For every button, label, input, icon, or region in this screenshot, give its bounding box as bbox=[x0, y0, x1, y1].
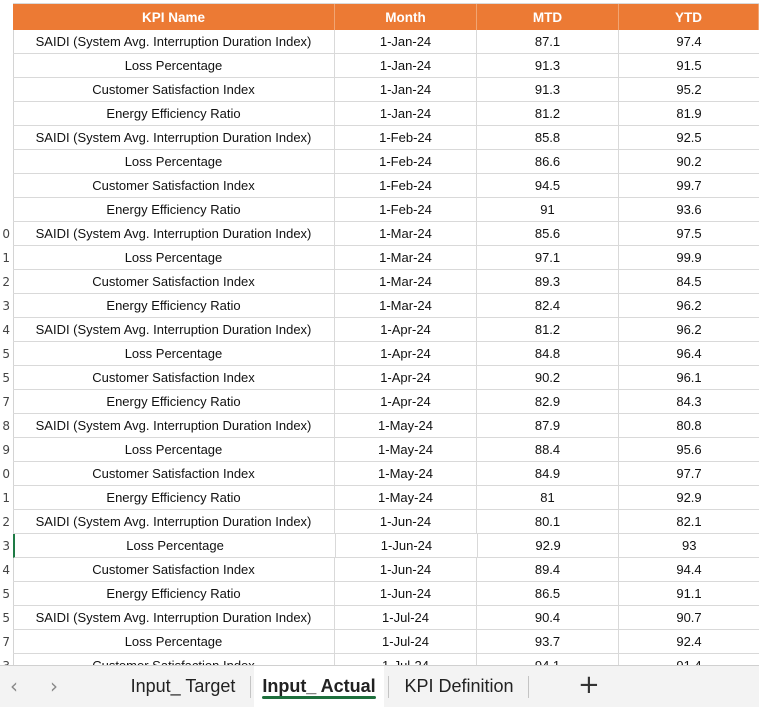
cell-mtd[interactable]: 97.1 bbox=[477, 246, 619, 269]
cell-month[interactable]: 1-Mar-24 bbox=[335, 294, 477, 317]
cell-mtd[interactable]: 91.3 bbox=[477, 54, 619, 77]
cell-mtd[interactable]: 84.9 bbox=[477, 462, 619, 485]
chevron-left-icon[interactable]: ‹ bbox=[10, 674, 18, 698]
cell-month[interactable]: 1-Feb-24 bbox=[335, 198, 477, 221]
cell-mtd[interactable]: 82.4 bbox=[477, 294, 619, 317]
tab-separator bbox=[528, 676, 529, 698]
cell-kpi-name[interactable]: Customer Satisfaction Index bbox=[13, 462, 335, 485]
cell-kpi-name[interactable]: Energy Efficiency Ratio bbox=[13, 198, 335, 221]
cell-mtd[interactable]: 81.2 bbox=[477, 318, 619, 341]
table-row bbox=[13, 222, 759, 246]
cell-kpi-name[interactable]: SAIDI (System Avg. Interruption Duration Index) bbox=[13, 606, 335, 629]
cell-kpi-name[interactable]: Energy Efficiency Ratio bbox=[13, 102, 335, 125]
cell-kpi-name[interactable]: Loss Percentage bbox=[15, 534, 336, 557]
header-kpi-name[interactable]: KPI Name bbox=[13, 4, 335, 30]
cell-kpi-name[interactable]: Loss Percentage bbox=[13, 150, 335, 173]
tab-label: Input_ Actual bbox=[262, 676, 376, 696]
row-number[interactable]: 1 bbox=[2, 251, 10, 265]
column-header-row bbox=[13, 4, 759, 30]
cell-ytd[interactable]: 94.4 bbox=[676, 562, 702, 577]
cell-month[interactable]: 1-May-24 bbox=[335, 438, 477, 461]
cell-ytd[interactable]: 82.1 bbox=[676, 514, 702, 529]
table-row bbox=[13, 486, 759, 510]
cell-mtd[interactable]: 93.7 bbox=[477, 630, 619, 653]
cell-kpi-name[interactable]: SAIDI (System Avg. Interruption Duration Index) bbox=[13, 510, 335, 533]
cell-month[interactable]: 1-Apr-24 bbox=[335, 366, 477, 389]
header-ytd[interactable]: YTD bbox=[619, 4, 759, 30]
row-number[interactable]: 0 bbox=[2, 467, 10, 481]
cell-mtd[interactable]: 86.5 bbox=[477, 582, 619, 605]
cell-kpi-name[interactable]: Customer Satisfaction Index bbox=[13, 174, 335, 197]
cell-ytd[interactable]: 90.2 bbox=[676, 154, 702, 169]
table-row bbox=[13, 342, 759, 366]
cell-month[interactable]: 1-May-24 bbox=[335, 486, 477, 509]
cell-mtd[interactable]: 88.4 bbox=[477, 438, 619, 461]
cell-ytd[interactable]: 92.9 bbox=[676, 490, 702, 505]
cell-mtd[interactable]: 84.8 bbox=[477, 342, 619, 365]
tab-label: KPI Definition bbox=[404, 676, 514, 696]
cell-month[interactable]: 1-Jun-24 bbox=[335, 582, 477, 605]
row-number[interactable]: 2 bbox=[2, 515, 10, 529]
table-row bbox=[13, 150, 759, 174]
header-mtd[interactable]: MTD bbox=[477, 4, 619, 30]
table-row bbox=[13, 414, 759, 438]
cell-mtd[interactable]: 91.3 bbox=[477, 78, 619, 101]
cell-month[interactable]: 1-Jan-24 bbox=[335, 30, 477, 53]
cell-ytd[interactable]: 96.2 bbox=[676, 298, 702, 313]
table-row bbox=[13, 366, 759, 390]
cell-kpi-name[interactable]: Customer Satisfaction Index bbox=[13, 366, 335, 389]
cell-ytd[interactable]: 99.7 bbox=[676, 178, 702, 193]
cell-ytd[interactable]: 96.4 bbox=[676, 346, 702, 361]
table-row bbox=[13, 78, 759, 102]
cell-mtd[interactable]: 87.1 bbox=[477, 30, 619, 53]
cell-mtd[interactable]: 87.9 bbox=[477, 414, 619, 437]
cell-mtd[interactable]: 82.9 bbox=[477, 390, 619, 413]
cell-month[interactable]: 1-Jun-24 bbox=[335, 510, 477, 533]
row-number[interactable]: 2 bbox=[2, 275, 10, 289]
tab-label: Input_ Target bbox=[130, 676, 236, 696]
row-number[interactable]: 7 bbox=[2, 395, 10, 409]
cell-month[interactable]: 1-Feb-24 bbox=[335, 174, 477, 197]
cell-month[interactable]: 1-Jun-24 bbox=[335, 558, 477, 581]
cell-month[interactable]: 1-Mar-24 bbox=[335, 246, 477, 269]
cell-ytd[interactable]: 96.1 bbox=[676, 370, 702, 385]
cell-kpi-name[interactable]: Energy Efficiency Ratio bbox=[13, 390, 335, 413]
row-header-column[interactable] bbox=[0, 0, 14, 665]
cell-ytd[interactable]: 90.7 bbox=[676, 610, 702, 625]
cell-mtd[interactable]: 89.3 bbox=[477, 270, 619, 293]
cell-mtd[interactable]: 90.2 bbox=[477, 366, 619, 389]
row-number[interactable]: 5 bbox=[2, 587, 10, 601]
cell-mtd[interactable]: 91 bbox=[477, 198, 619, 221]
row-number[interactable]: 4 bbox=[2, 323, 10, 337]
cell-mtd[interactable]: 81.2 bbox=[477, 102, 619, 125]
table-row bbox=[13, 198, 759, 222]
cell-ytd[interactable]: 92.4 bbox=[676, 634, 702, 649]
cell-month[interactable]: 1-Feb-24 bbox=[335, 126, 477, 149]
tab-input-target[interactable] bbox=[120, 666, 246, 707]
cell-ytd[interactable]: 91.1 bbox=[676, 586, 702, 601]
table-row bbox=[13, 126, 759, 150]
cell-mtd[interactable]: 94.5 bbox=[477, 174, 619, 197]
tab-input-actual[interactable] bbox=[254, 666, 384, 707]
table-row bbox=[13, 606, 759, 630]
cell-kpi-name[interactable]: Energy Efficiency Ratio bbox=[13, 486, 335, 509]
cell-kpi-name[interactable]: Loss Percentage bbox=[13, 342, 335, 365]
cell-ytd[interactable]: 80.8 bbox=[676, 418, 702, 433]
cell-month[interactable]: 1-Mar-24 bbox=[335, 222, 477, 245]
table-row bbox=[13, 534, 759, 558]
cell-ytd[interactable]: 81.9 bbox=[676, 106, 702, 121]
cell-ytd[interactable]: 91.5 bbox=[676, 58, 702, 73]
cell-ytd[interactable]: 95.6 bbox=[676, 442, 702, 457]
sheet-tab-bar bbox=[0, 665, 759, 707]
row-number[interactable]: 5 bbox=[2, 611, 10, 625]
cell-kpi-name[interactable]: Loss Percentage bbox=[13, 630, 335, 653]
cell-kpi-name[interactable]: Loss Percentage bbox=[13, 246, 335, 269]
cell-month[interactable]: 1-Mar-24 bbox=[335, 270, 477, 293]
row-number[interactable]: 0 bbox=[2, 227, 10, 241]
table-row bbox=[13, 246, 759, 270]
row-number[interactable]: 1 bbox=[2, 491, 10, 505]
table-row bbox=[13, 462, 759, 486]
cell-ytd[interactable]: 99.9 bbox=[676, 250, 702, 265]
cell-mtd[interactable]: 89.4 bbox=[477, 558, 619, 581]
cell-kpi-name[interactable]: Loss Percentage bbox=[13, 438, 335, 461]
cell-mtd[interactable]: 86.6 bbox=[477, 150, 619, 173]
cell-mtd[interactable]: 81 bbox=[477, 486, 619, 509]
cell-month[interactable]: 1-Feb-24 bbox=[335, 150, 477, 173]
row-number[interactable]: 3 bbox=[2, 299, 10, 313]
cell-kpi-name[interactable]: SAIDI (System Avg. Interruption Duration Index) bbox=[13, 30, 335, 53]
table-row bbox=[13, 294, 759, 318]
row-number[interactable]: 5 bbox=[2, 347, 10, 361]
cell-mtd[interactable]: 85.6 bbox=[477, 222, 619, 245]
row-number[interactable]: 9 bbox=[2, 443, 10, 457]
cell-ytd[interactable]: 84.3 bbox=[676, 394, 702, 409]
tab-separator bbox=[388, 676, 389, 698]
table-row bbox=[13, 102, 759, 126]
cell-month[interactable]: 1-Apr-24 bbox=[335, 342, 477, 365]
cell-kpi-name[interactable]: Customer Satisfaction Index bbox=[13, 270, 335, 293]
row-number[interactable]: 4 bbox=[2, 563, 10, 577]
cell-ytd[interactable]: 97.4 bbox=[676, 34, 702, 49]
cell-month[interactable]: 1-May-24 bbox=[335, 414, 477, 437]
add-sheet-icon[interactable]: + bbox=[578, 670, 600, 700]
cell-month[interactable]: 1-Jan-24 bbox=[335, 54, 477, 77]
cell-ytd[interactable]: 92.5 bbox=[676, 130, 702, 145]
tab-kpi-definition[interactable] bbox=[392, 666, 526, 707]
cell-month[interactable]: 1-Apr-24 bbox=[335, 318, 477, 341]
cell-month[interactable]: 1-Apr-24 bbox=[335, 390, 477, 413]
cell-kpi-name[interactable]: Customer Satisfaction Index bbox=[13, 78, 335, 101]
table-row bbox=[13, 318, 759, 342]
table-row bbox=[13, 390, 759, 414]
cell-ytd[interactable]: 93.6 bbox=[676, 202, 702, 217]
cell-kpi-name[interactable]: SAIDI (System Avg. Interruption Duration Index) bbox=[13, 126, 335, 149]
table-row bbox=[13, 54, 759, 78]
table-row bbox=[13, 510, 759, 534]
cell-mtd[interactable]: 90.4 bbox=[477, 606, 619, 629]
cell-kpi-name[interactable]: SAIDI (System Avg. Interruption Duration Index) bbox=[13, 318, 335, 341]
cell-month[interactable]: 1-May-24 bbox=[335, 462, 477, 485]
cell-kpi-name[interactable]: SAIDI (System Avg. Interruption Duration Index) bbox=[13, 414, 335, 437]
table-row bbox=[13, 30, 759, 54]
cell-kpi-name[interactable]: Customer Satisfaction Index bbox=[13, 558, 335, 581]
cell-month[interactable]: 1-Jun-24 bbox=[336, 534, 478, 557]
table-row bbox=[13, 630, 759, 654]
cell-ytd[interactable]: 95.2 bbox=[676, 82, 702, 97]
cell-kpi-name[interactable]: Energy Efficiency Ratio bbox=[13, 294, 335, 317]
row-number[interactable]: 5 bbox=[2, 371, 10, 385]
cell-ytd[interactable]: 97.5 bbox=[676, 226, 702, 241]
row-number[interactable]: 8 bbox=[2, 419, 10, 433]
table-row bbox=[13, 270, 759, 294]
cell-ytd[interactable]: 84.5 bbox=[676, 274, 702, 289]
table-row bbox=[13, 558, 759, 582]
chevron-right-icon[interactable]: › bbox=[50, 674, 58, 698]
cell-ytd[interactable]: 96.2 bbox=[676, 322, 702, 337]
cell-kpi-name[interactable]: SAIDI (System Avg. Interruption Duration Index) bbox=[13, 222, 335, 245]
cell-ytd[interactable]: 97.7 bbox=[676, 466, 702, 481]
cell-mtd[interactable]: 85.8 bbox=[477, 126, 619, 149]
cell-kpi-name[interactable]: Loss Percentage bbox=[13, 54, 335, 77]
cell-mtd[interactable]: 92.9 bbox=[478, 534, 620, 557]
table-row bbox=[13, 582, 759, 606]
cell-month[interactable]: 1-Jan-24 bbox=[335, 78, 477, 101]
cell-ytd[interactable]: 93 bbox=[681, 538, 697, 553]
cell-mtd[interactable]: 80.1 bbox=[477, 510, 619, 533]
row-number[interactable]: 7 bbox=[2, 635, 10, 649]
table-row bbox=[13, 438, 759, 462]
cell-month[interactable]: 1-Jan-24 bbox=[335, 102, 477, 125]
active-tab-underline bbox=[262, 696, 376, 699]
cell-kpi-name[interactable]: Energy Efficiency Ratio bbox=[13, 582, 335, 605]
cell-month[interactable]: 1-Jul-24 bbox=[335, 630, 477, 653]
table-row bbox=[13, 174, 759, 198]
header-month[interactable]: Month bbox=[335, 4, 477, 30]
row-number[interactable]: 3 bbox=[2, 539, 10, 553]
cell-month[interactable]: 1-Jul-24 bbox=[335, 606, 477, 629]
tab-separator bbox=[250, 676, 251, 698]
